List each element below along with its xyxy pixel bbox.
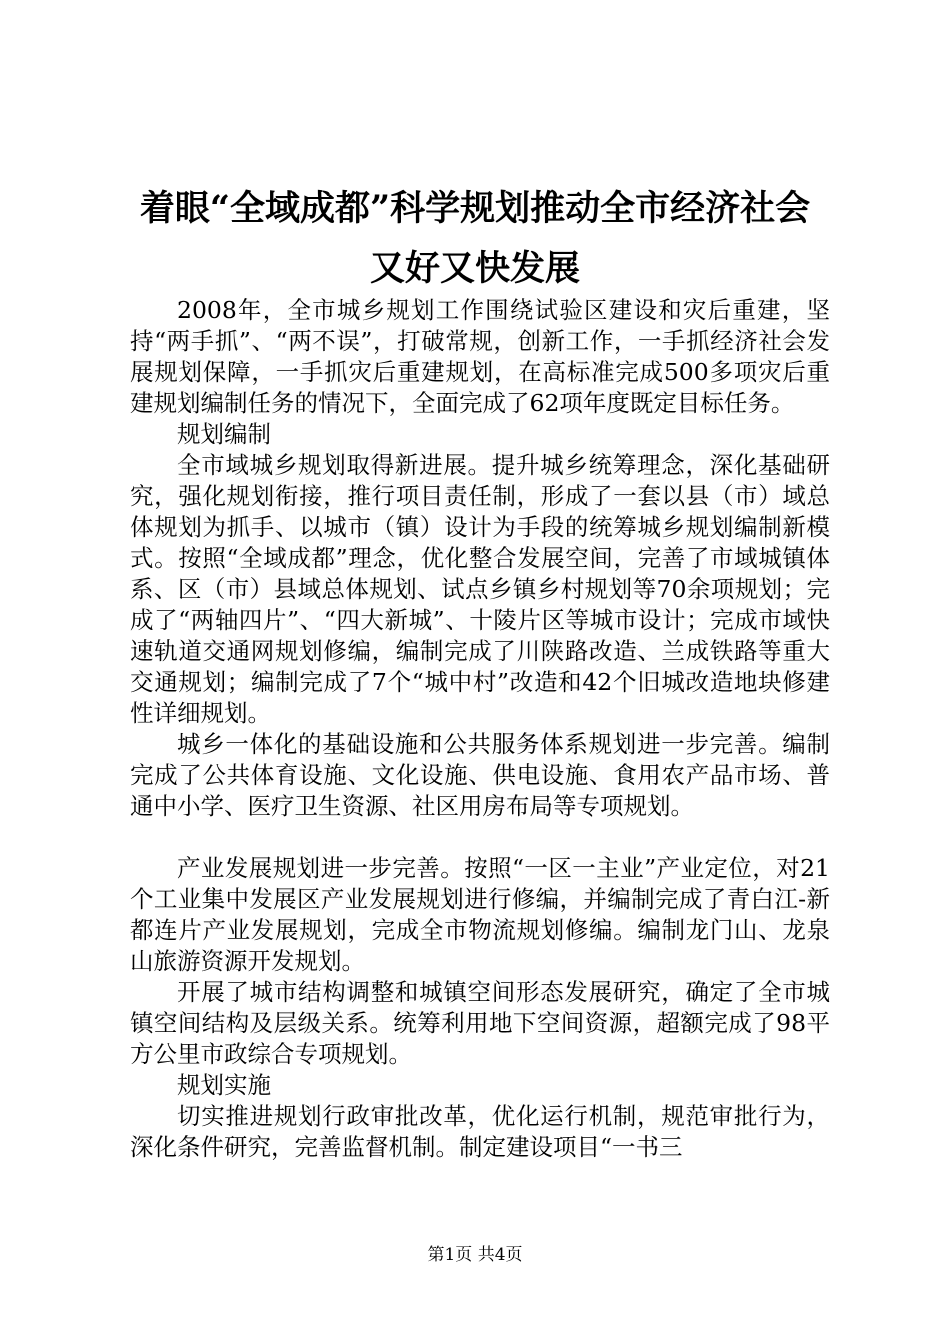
paragraph-urban-structure: 开展了城市结构调整和城镇空间形态发展研究，确定了全市城镇空间结构及层级关系。统筹利用地下空间资源，超额完成了98平方公里市政综合专项规划。 xyxy=(130,978,830,1068)
paragraph-infrastructure: 城乡一体化的基础设施和公共服务体系规划进一步完善。编制完成了公共体育设施、文化设施、供电设施、食用农产品市场、普通中小学、医疗卫生资源、社区用房布局等专项规划。 xyxy=(130,730,830,820)
paragraph-approval-reform: 切实推进规划行政审批改革，优化运行机制，规范审批行为，深化条件研究，完善监督机制。制定建设项目“一书三 xyxy=(130,1102,830,1161)
section-heading-implementation: 规划实施 xyxy=(177,1071,271,1099)
paragraph-industry: 产业发展规划进一步完善。按照“一区一主业”产业定位，对21个工业集中发展区产业发展规划进行修编，并编制完成了青白江-新都连片产业发展规划，完成全市物流规划修编。编制龙门山、龙泉山旅游资源开发规划。 xyxy=(130,854,830,975)
paragraph-intro: 2008年，全市城乡规划工作围绕试验区建设和灾后重建，坚持“两手抓”、“两不误”，打破常规，创新工作，一手抓经济社会发展规划保障，一手抓灾后重建规划，在高标准完成500多项灾后重建规划编制任务的情况下，全面完成了62项年度既定目标任务。 xyxy=(130,296,830,417)
document-body xyxy=(130,295,830,1163)
document-title-line-2: 又好又快发展 xyxy=(369,248,580,289)
paragraph-planning-progress: 全市域城乡规划取得新进展。提升城乡统筹理念，深化基础研究，强化规划衔接，推行项目责任制，形成了一套以县（市）域总体规划为抓手、以城市（镇）设计为手段的统筹城乡规划编制新模式。按照“全域成都”理念，优化整合发展空间，完善了市域城镇体系、区（市）县域总体规划、试点乡镇乡村规划等70余项规划；完成了“两轴四片”、“四大新城”、十陵片区等城市设计；完成市域快速轨道交通网规划修编，编制完成了川陕路改造、兰成铁路等重大交通规划；编制完成了7个“城中村”改造和42个旧城改造地块修建性详细规划。 xyxy=(130,451,830,727)
page-footer: 第1页 共4页 xyxy=(427,1245,523,1265)
section-heading-planning: 规划编制 xyxy=(177,420,271,448)
paragraph-spacer xyxy=(130,822,830,853)
document-title-line-1: 着眼“全域成都”科学规划推动全市经济社会 xyxy=(139,188,811,229)
